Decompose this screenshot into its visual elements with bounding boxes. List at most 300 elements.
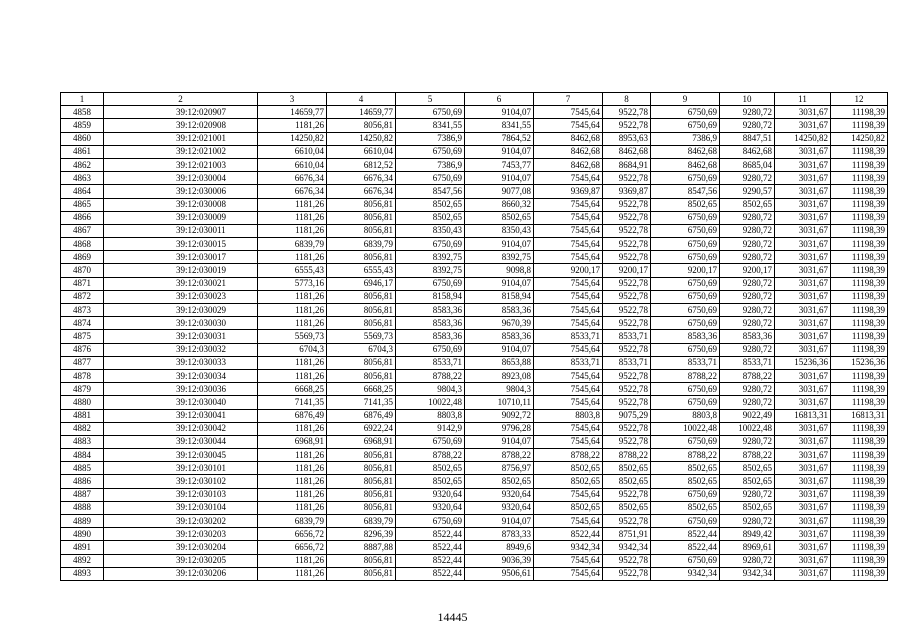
table-cell: 8533,71 [534, 356, 603, 369]
table-cell: 8502,65 [720, 198, 775, 211]
table-cell: 4891 [61, 541, 104, 554]
table-cell: 4878 [61, 369, 104, 382]
table-cell: 9522,78 [603, 343, 651, 356]
table-cell: 3031,67 [775, 172, 831, 185]
table-cell: 7545,64 [534, 383, 603, 396]
table-cell: 6750,69 [651, 211, 720, 224]
table-cell: 8056,81 [327, 501, 396, 514]
table-cell: 9280,72 [720, 488, 775, 501]
table-row [61, 304, 888, 317]
table-cell: 8056,81 [327, 290, 396, 303]
table-cell: 3031,67 [775, 145, 831, 158]
table-cell: 39:12:030004 [104, 172, 258, 185]
table-cell: 8953,63 [603, 132, 651, 145]
table-cell: 3031,67 [775, 238, 831, 251]
table-cell: 4888 [61, 501, 104, 514]
table-cell: 9522,78 [603, 317, 651, 330]
table-cell: 9280,72 [720, 238, 775, 251]
table-cell: 6922,24 [327, 422, 396, 435]
column-header-9: 9 [651, 93, 720, 106]
table-cell: 9280,72 [720, 119, 775, 132]
table-cell: 9280,72 [720, 304, 775, 317]
table-cell: 9200,17 [603, 264, 651, 277]
table-cell: 6968,91 [258, 435, 327, 448]
table-cell: 4876 [61, 343, 104, 356]
table-cell: 8056,81 [327, 449, 396, 462]
table-cell: 7864,52 [465, 132, 534, 145]
table-cell: 9280,72 [720, 277, 775, 290]
table-cell: 14659,77 [327, 106, 396, 119]
table-cell: 8502,65 [534, 462, 603, 475]
table-cell: 11198,39 [831, 106, 888, 119]
table-row [61, 158, 888, 171]
table-cell: 4859 [61, 119, 104, 132]
table-cell: 4879 [61, 383, 104, 396]
table-cell: 3031,67 [775, 541, 831, 554]
table-cell: 14250,82 [327, 132, 396, 145]
table-cell: 9280,72 [720, 317, 775, 330]
table-cell: 8462,68 [720, 145, 775, 158]
table-cell: 3031,67 [775, 501, 831, 514]
table-cell: 8392,75 [465, 251, 534, 264]
table-cell: 11198,39 [831, 290, 888, 303]
table-cell: 4861 [61, 145, 104, 158]
table-cell: 9522,78 [603, 567, 651, 580]
table-cell: 11198,39 [831, 528, 888, 541]
table-cell: 8533,71 [396, 356, 465, 369]
table-cell: 8969,61 [720, 541, 775, 554]
table-cell: 7141,35 [258, 396, 327, 409]
table-cell: 4892 [61, 554, 104, 567]
table-cell: 8502,65 [720, 462, 775, 475]
table-row [61, 145, 888, 158]
table-cell: 4873 [61, 304, 104, 317]
table-cell: 11198,39 [831, 119, 888, 132]
table-cell: 8533,71 [651, 356, 720, 369]
table-cell: 9280,72 [720, 383, 775, 396]
table-row [61, 515, 888, 528]
table-row [61, 356, 888, 369]
table-cell: 9796,28 [465, 422, 534, 435]
table-cell: 1181,26 [258, 462, 327, 475]
table-cell: 3031,67 [775, 277, 831, 290]
table-cell: 9200,17 [720, 264, 775, 277]
table-cell: 6656,72 [258, 541, 327, 554]
table-cell: 11198,39 [831, 264, 888, 277]
table-cell: 6812,52 [327, 158, 396, 171]
table-cell: 8056,81 [327, 475, 396, 488]
table-row [61, 422, 888, 435]
table-cell: 4867 [61, 224, 104, 237]
table-cell: 8533,71 [603, 356, 651, 369]
table-cell: 6656,72 [258, 528, 327, 541]
table-cell: 39:12:030033 [104, 356, 258, 369]
table-cell: 7453,77 [465, 158, 534, 171]
table-cell: 9200,17 [534, 264, 603, 277]
table-cell: 4869 [61, 251, 104, 264]
table-cell: 3031,67 [775, 462, 831, 475]
table-cell: 1181,26 [258, 198, 327, 211]
table-cell: 4881 [61, 409, 104, 422]
table-cell: 11198,39 [831, 422, 888, 435]
table-cell: 7545,64 [534, 567, 603, 580]
table-cell: 9320,64 [465, 501, 534, 514]
table-cell: 6668,25 [327, 383, 396, 396]
table-cell: 16813,31 [831, 409, 888, 422]
column-header-11: 11 [775, 93, 831, 106]
table-cell: 39:12:030029 [104, 304, 258, 317]
table-cell: 7545,64 [534, 238, 603, 251]
table-cell: 8583,36 [465, 304, 534, 317]
table-cell: 6668,25 [258, 383, 327, 396]
table-cell: 8685,04 [720, 158, 775, 171]
table-cell: 8788,22 [396, 369, 465, 382]
table-cell: 9200,17 [651, 264, 720, 277]
table-cell: 6876,49 [327, 409, 396, 422]
table-cell: 7545,64 [534, 198, 603, 211]
table-cell: 8056,81 [327, 198, 396, 211]
table-cell: 4889 [61, 515, 104, 528]
table-cell: 3031,67 [775, 304, 831, 317]
table-cell: 39:12:030205 [104, 554, 258, 567]
table-cell: 4865 [61, 198, 104, 211]
table-cell: 14250,82 [775, 132, 831, 145]
table-cell: 7545,64 [534, 343, 603, 356]
table-cell: 7545,64 [534, 251, 603, 264]
table-cell: 6750,69 [651, 106, 720, 119]
table-cell: 39:12:030202 [104, 515, 258, 528]
table-cell: 8583,36 [396, 304, 465, 317]
table-cell: 6750,69 [651, 383, 720, 396]
table-cell: 7545,64 [534, 304, 603, 317]
column-header-7: 7 [534, 93, 603, 106]
table-cell: 8056,81 [327, 317, 396, 330]
table-cell: 8502,65 [534, 475, 603, 488]
table-cell: 1181,26 [258, 475, 327, 488]
table-cell: 8788,22 [534, 449, 603, 462]
table-cell: 6839,79 [258, 238, 327, 251]
table-cell: 6750,69 [651, 515, 720, 528]
table-cell: 9280,72 [720, 224, 775, 237]
table-cell: 4871 [61, 277, 104, 290]
table-cell: 8522,44 [396, 541, 465, 554]
table-cell: 8803,8 [396, 409, 465, 422]
table-cell: 7545,64 [534, 369, 603, 382]
table-row [61, 343, 888, 356]
table-cell: 9280,72 [720, 396, 775, 409]
column-header-10: 10 [720, 93, 775, 106]
table-cell: 11198,39 [831, 567, 888, 580]
table-cell: 9077,08 [465, 185, 534, 198]
table-cell: 6876,49 [258, 409, 327, 422]
table-cell: 1181,26 [258, 449, 327, 462]
table-cell: 1181,26 [258, 567, 327, 580]
table-cell: 8653,88 [465, 356, 534, 369]
table-cell: 8502,65 [651, 475, 720, 488]
table-cell: 8502,65 [720, 501, 775, 514]
table-cell: 39:12:030032 [104, 343, 258, 356]
table-cell: 8522,44 [651, 541, 720, 554]
table-row [61, 277, 888, 290]
table-cell: 11198,39 [831, 317, 888, 330]
table-cell: 39:12:030041 [104, 409, 258, 422]
table-cell: 9522,78 [603, 515, 651, 528]
table-cell: 8056,81 [327, 224, 396, 237]
table-cell: 8158,94 [465, 290, 534, 303]
table-cell: 3031,67 [775, 515, 831, 528]
table-cell: 8783,33 [465, 528, 534, 541]
table-cell: 8056,81 [327, 119, 396, 132]
table-cell: 10022,48 [720, 422, 775, 435]
table-cell: 4884 [61, 449, 104, 462]
table-cell: 4886 [61, 475, 104, 488]
table-cell: 39:12:030101 [104, 462, 258, 475]
table-cell: 7545,64 [534, 211, 603, 224]
table-cell: 9506,61 [465, 567, 534, 580]
table-row [61, 264, 888, 277]
table-cell: 8788,22 [720, 369, 775, 382]
table-cell: 9280,72 [720, 554, 775, 567]
table-cell: 6555,43 [327, 264, 396, 277]
table-cell: 6839,79 [327, 515, 396, 528]
table-cell: 8502,65 [603, 475, 651, 488]
table-cell: 7545,64 [534, 277, 603, 290]
table-cell: 3031,67 [775, 224, 831, 237]
table-cell: 39:12:030034 [104, 369, 258, 382]
table-cell: 6750,69 [651, 435, 720, 448]
table-cell: 4885 [61, 462, 104, 475]
table-cell: 3031,67 [775, 106, 831, 119]
table-cell: 6750,69 [396, 145, 465, 158]
table-cell: 9280,72 [720, 435, 775, 448]
table-cell: 39:12:030040 [104, 396, 258, 409]
table-cell: 39:12:030045 [104, 449, 258, 462]
table-cell: 6750,69 [651, 396, 720, 409]
table-cell: 11198,39 [831, 158, 888, 171]
table-cell: 9522,78 [603, 211, 651, 224]
table-cell: 4858 [61, 106, 104, 119]
table-cell: 7545,64 [534, 396, 603, 409]
table-row [61, 132, 888, 145]
table-cell: 9342,34 [720, 567, 775, 580]
table-cell: 8502,65 [396, 211, 465, 224]
table-cell: 3031,67 [775, 264, 831, 277]
table-cell: 3031,67 [775, 369, 831, 382]
table-cell: 9522,78 [603, 435, 651, 448]
table-cell: 9804,3 [465, 383, 534, 396]
table-cell: 7545,64 [534, 435, 603, 448]
table-cell: 4880 [61, 396, 104, 409]
table-cell: 9522,78 [603, 369, 651, 382]
table-cell: 39:12:030036 [104, 383, 258, 396]
table-cell: 9342,34 [651, 567, 720, 580]
table-cell: 8056,81 [327, 567, 396, 580]
table-cell: 3031,67 [775, 211, 831, 224]
table-cell: 9104,07 [465, 343, 534, 356]
table-cell: 6750,69 [396, 172, 465, 185]
table-row [61, 475, 888, 488]
table-cell: 4882 [61, 422, 104, 435]
table-row [61, 383, 888, 396]
table-cell: 6750,69 [651, 343, 720, 356]
table-cell: 8502,65 [651, 462, 720, 475]
table-cell: 1181,26 [258, 224, 327, 237]
table-cell: 3031,67 [775, 290, 831, 303]
table-cell: 1181,26 [258, 554, 327, 567]
table-cell: 1181,26 [258, 501, 327, 514]
table-cell: 6946,17 [327, 277, 396, 290]
table-cell: 9075,29 [603, 409, 651, 422]
table-cell: 9522,78 [603, 238, 651, 251]
table-cell: 6610,04 [327, 145, 396, 158]
table-cell: 11198,39 [831, 211, 888, 224]
table-cell: 11198,39 [831, 383, 888, 396]
table-cell: 9804,3 [396, 383, 465, 396]
table-cell: 39:12:030204 [104, 541, 258, 554]
table-cell: 11198,39 [831, 343, 888, 356]
table-cell: 6750,69 [651, 238, 720, 251]
table-cell: 8803,8 [651, 409, 720, 422]
table-cell: 14250,82 [258, 132, 327, 145]
table-cell: 9104,07 [465, 106, 534, 119]
table-cell: 9280,72 [720, 211, 775, 224]
table-row [61, 238, 888, 251]
table-cell: 8533,71 [603, 330, 651, 343]
table-cell: 3031,67 [775, 198, 831, 211]
table-cell: 8056,81 [327, 304, 396, 317]
table-cell: 9280,72 [720, 172, 775, 185]
table-cell: 16813,31 [775, 409, 831, 422]
table-cell: 6750,69 [651, 277, 720, 290]
table-cell: 9522,78 [603, 422, 651, 435]
table-cell: 8462,68 [534, 145, 603, 158]
table-cell: 6750,69 [651, 172, 720, 185]
table-cell: 9104,07 [465, 172, 534, 185]
table-cell: 1181,26 [258, 290, 327, 303]
table-cell: 9522,78 [603, 251, 651, 264]
table-cell: 8392,75 [396, 251, 465, 264]
table-cell: 3031,67 [775, 185, 831, 198]
table-cell: 3031,67 [775, 554, 831, 567]
table-cell: 11198,39 [831, 251, 888, 264]
table-row [61, 435, 888, 448]
table-cell: 3031,67 [775, 435, 831, 448]
table-cell: 8502,65 [603, 462, 651, 475]
table-cell: 5773,16 [258, 277, 327, 290]
table-row [61, 106, 888, 119]
table-cell: 8788,22 [720, 449, 775, 462]
table-cell: 1181,26 [258, 304, 327, 317]
table-cell: 11198,39 [831, 145, 888, 158]
table-cell: 6750,69 [651, 317, 720, 330]
table-cell: 7545,64 [534, 290, 603, 303]
table-cell: 9342,34 [603, 541, 651, 554]
table-row [61, 224, 888, 237]
table-cell: 39:12:020908 [104, 119, 258, 132]
table-cell: 8056,81 [327, 211, 396, 224]
table-cell: 8522,44 [396, 554, 465, 567]
table-cell: 8056,81 [327, 369, 396, 382]
table-cell: 8341,55 [396, 119, 465, 132]
table-cell: 39:12:030023 [104, 290, 258, 303]
table-cell: 11198,39 [831, 277, 888, 290]
table-cell: 7545,64 [534, 422, 603, 435]
table-cell: 9522,78 [603, 224, 651, 237]
table-cell: 39:12:021003 [104, 158, 258, 171]
table-cell: 8056,81 [327, 462, 396, 475]
table-cell: 1181,26 [258, 369, 327, 382]
table-row [61, 290, 888, 303]
table-cell: 8056,81 [327, 251, 396, 264]
table-cell: 8462,68 [603, 145, 651, 158]
table-cell: 6610,04 [258, 158, 327, 171]
table-cell: 8502,65 [720, 475, 775, 488]
table-cell: 8788,22 [396, 449, 465, 462]
table-cell: 3031,67 [775, 475, 831, 488]
table-cell: 6968,91 [327, 435, 396, 448]
table-cell: 6750,69 [396, 106, 465, 119]
table-cell: 4893 [61, 567, 104, 580]
table-cell: 8533,71 [720, 356, 775, 369]
table-cell: 3031,67 [775, 383, 831, 396]
table-cell: 8949,42 [720, 528, 775, 541]
table-cell: 11198,39 [831, 238, 888, 251]
column-header-12: 12 [831, 93, 888, 106]
header-row [61, 93, 888, 106]
table-cell: 8533,71 [534, 330, 603, 343]
table-cell: 9522,78 [603, 383, 651, 396]
table-cell: 8756,97 [465, 462, 534, 475]
table-cell: 3031,67 [775, 330, 831, 343]
table-cell: 9104,07 [465, 515, 534, 528]
table-cell: 1181,26 [258, 119, 327, 132]
table-cell: 11198,39 [831, 488, 888, 501]
table-cell: 5569,73 [327, 330, 396, 343]
table-cell: 9670,39 [465, 317, 534, 330]
table-cell: 9522,78 [603, 554, 651, 567]
table-cell: 6750,69 [396, 343, 465, 356]
table-cell: 4870 [61, 264, 104, 277]
table-cell: 6750,69 [651, 488, 720, 501]
table-cell: 15236,36 [775, 356, 831, 369]
table-cell: 7545,64 [534, 317, 603, 330]
table-cell: 8583,36 [396, 330, 465, 343]
table-cell: 4866 [61, 211, 104, 224]
table-cell: 11198,39 [831, 541, 888, 554]
table-cell: 6704,3 [327, 343, 396, 356]
table-cell: 8522,44 [534, 528, 603, 541]
table-cell: 9104,07 [465, 145, 534, 158]
table-cell: 10710,11 [465, 396, 534, 409]
table-row [61, 501, 888, 514]
table-cell: 6610,04 [258, 145, 327, 158]
table-cell: 39:12:021001 [104, 132, 258, 145]
table-cell: 9320,64 [396, 501, 465, 514]
table-cell: 3031,67 [775, 158, 831, 171]
table-cell: 7545,64 [534, 119, 603, 132]
table-cell: 4877 [61, 356, 104, 369]
table-cell: 8392,75 [396, 264, 465, 277]
table-cell: 9320,64 [465, 488, 534, 501]
table-cell: 9522,78 [603, 106, 651, 119]
table-cell: 9522,78 [603, 119, 651, 132]
table-cell: 8949,6 [465, 541, 534, 554]
table-row [61, 409, 888, 422]
table-cell: 9369,87 [534, 185, 603, 198]
table-cell: 11198,39 [831, 515, 888, 528]
table-cell: 9142,9 [396, 422, 465, 435]
table-cell: 3031,67 [775, 449, 831, 462]
